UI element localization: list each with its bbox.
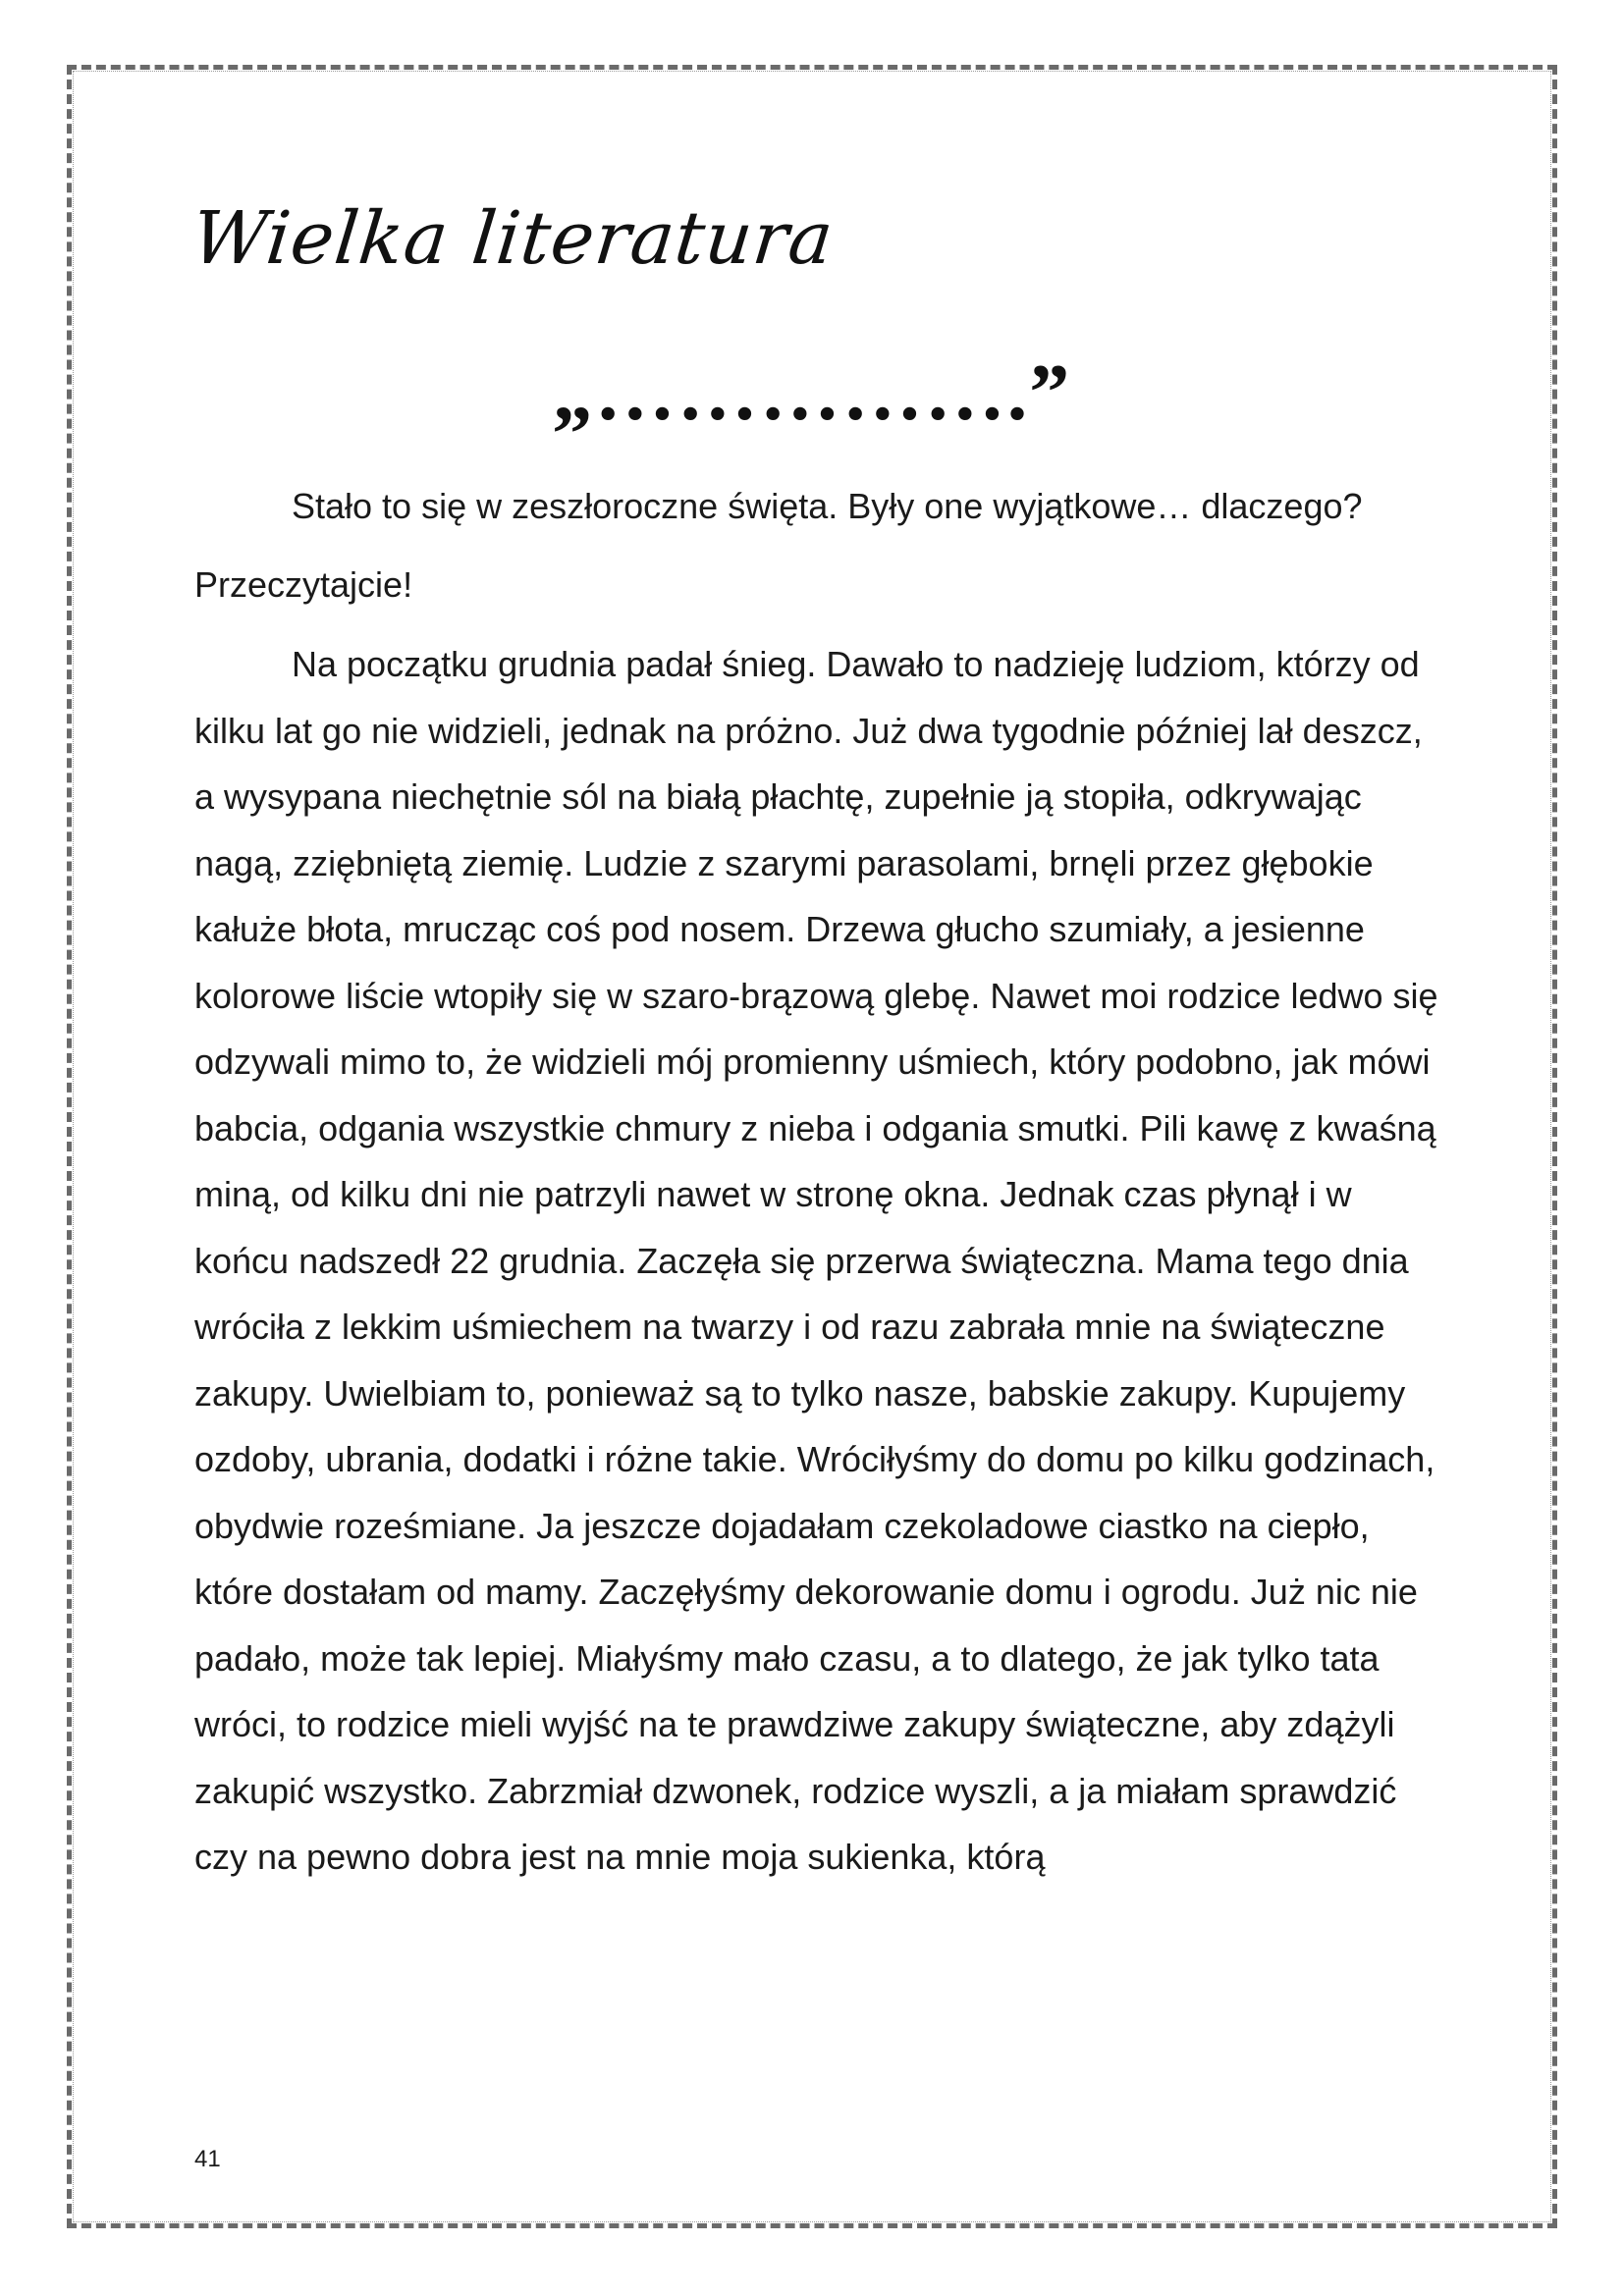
paragraph-call: Przeczytajcie! [194, 563, 413, 605]
paragraph-story: Na początku grudnia padał śnieg. Dawało to nadzieję ludziom, którzy od kilku lat go nie widzieli, jednak na próżno. Już dwa tygodnie później lał deszcz, a wysypana niechętnie sól na białą płachtę, zupełnie ją stopiła, odkrywając nagą, zziębniętą ziemię. Ludzie z szarymi parasolami, brnęli przez głębokie kałuże błota, mrucząc coś pod nosem. Drzewa głucho szumiały, a jesienne kolorowe liście wtopiły się w szaro-brązową glebę. Nawet moi rodzice ledwo się odzywali mimo to, że widzieli mój promienny uśmiech, który podobno, jak mówi babcia, odgania wszystkie chmury z nieba i odgania smutki. Pili kawę z kwaśną miną, od kilku dni nie patrzyli nawet w stronę okna. Jednak czas płynął i w końcu nadszedł 22 grudnia. Zaczęła się przerwa świąteczna. Mama tego dnia wróciła z lekkim uśmiechem na twarzy i od razu zabrała mnie na świąteczne zakupy. Uwielbiam to, ponieważ są to tylko nasze, babskie zakupy. Kupujemy ozdoby, ubrania, dodatki i różne takie. Wróciłyśmy do domu po kilku godzinach, obydwie roześmiane. Ja jeszcze dojadałam czekoladowe ciastko na ciepło, które dostałam od mamy. Zaczęłyśmy dekorowanie domu i ogrodu. Już nic nie padało, może tak lepiej. Miałyśmy mało czasu, a to dlatego, że jak tylko tata wróci, to rodzice mieli wyjść na te prawdziwe zakupy świąteczne, aby zdążyli zakupić wszystko. Zabrzmiał dzwonek, rodzice wyszli, a ja miałam sprawdzić czy na pewno dobra jest na mnie moja sukienka, którą [194, 644, 1438, 1877]
story-body [194, 473, 1441, 1891]
section-title: Wielka literatura [188, 196, 839, 281]
story-title: „…………….” [552, 347, 1072, 437]
paragraph-intro: Stało to się w zeszłoroczne święta. Były one wyjątkowe… dlaczego? [292, 486, 1363, 526]
page-number: 41 [194, 2146, 221, 2172]
